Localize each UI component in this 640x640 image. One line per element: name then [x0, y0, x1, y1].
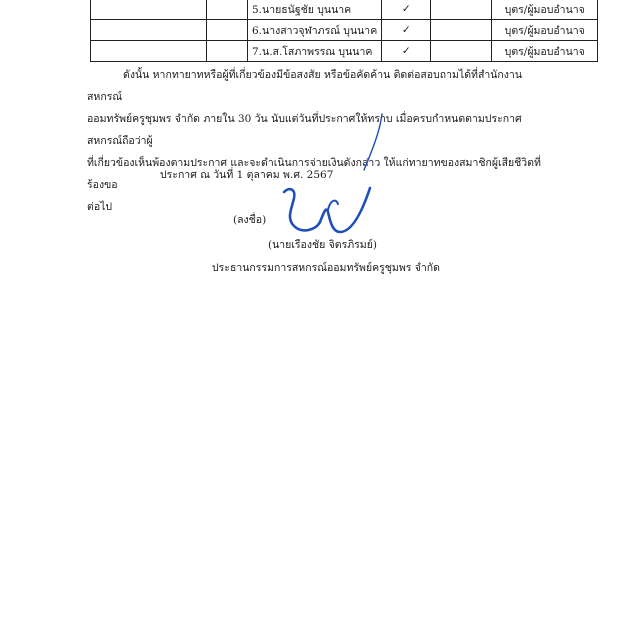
- table-cell-empty: [91, 41, 207, 62]
- check-mark: ✓: [382, 0, 431, 20]
- table-row: [91, 0, 598, 20]
- table-row: [91, 41, 598, 62]
- check-mark: ✓: [382, 41, 431, 62]
- signatory-name: (นายเรืองชัย จิตรภิรมย์): [268, 239, 377, 251]
- heir-relation: บุตร/ผู้มอบอำนาจ: [492, 20, 598, 41]
- handwritten-signature: [280, 182, 380, 240]
- heir-name: 5.นายธนัฐชัย บุนนาค: [248, 0, 382, 20]
- table-cell-empty: [91, 20, 207, 41]
- signature-stroke-mark: [360, 112, 390, 172]
- table-cell-empty: [207, 0, 248, 20]
- notice-line: ดังนั้น หากทายาทหรือผู้ที่เกี่ยวข้องมีข้อสงสัย หรือข้อคัดค้าน ติดต่อสอบถามได้ที่สำนักงานสหกรณ์: [87, 69, 522, 103]
- heirs-table: [90, 0, 598, 62]
- table-cell-empty: [207, 20, 248, 41]
- notice-line: ต่อไป: [87, 201, 113, 213]
- table-cell-empty: [207, 41, 248, 62]
- notice-line: ที่เกี่ยวข้องเห็นพ้องตามประกาศ และจะดำเนินการจ่ายเงินดังกล่าว ให้แก่ทายาทของสมาชิกผู้เสียชีวิตที่ร้องขอ: [87, 157, 541, 191]
- heir-name: 7.น.ส.โสภาพรรณ บุนนาค: [248, 41, 382, 62]
- table-cell-empty: [431, 20, 492, 41]
- check-mark: ✓: [382, 20, 431, 41]
- heir-relation: บุตร/ผู้มอบอำนาจ: [492, 0, 598, 20]
- table-cell-empty: [91, 0, 207, 20]
- signature-label: (ลงชื่อ): [233, 214, 267, 226]
- table-row: [91, 20, 598, 41]
- table-cell-empty: [431, 0, 492, 20]
- table-cell-empty: [431, 41, 492, 62]
- announcement-date: ประกาศ ณ วันที่ 1 ตุลาคม พ.ศ. 2567: [160, 169, 334, 181]
- heir-relation: บุตร/ผู้มอบอำนาจ: [492, 41, 598, 62]
- signatory-title: ประธานกรรมการสหกรณ์ออมทรัพย์ครูชุมพร จำกัด: [212, 262, 440, 274]
- notice-line: ออมทรัพย์ครูชุมพร จำกัด ภายใน 30 วัน นับแต่วันที่ประกาศให้ทราบ เมื่อครบกำหนดตามประกาศ สหกรณ์ถือว่าผู้: [87, 113, 522, 147]
- heir-name: 6.นางสาวจุฬาภรณ์ บุนนาค: [248, 20, 382, 41]
